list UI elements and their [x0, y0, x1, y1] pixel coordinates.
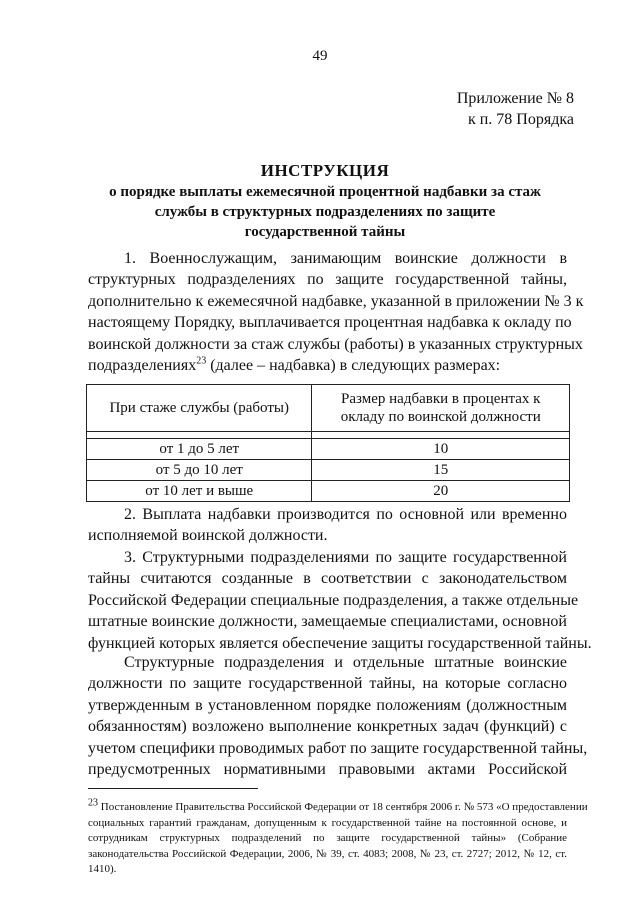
title-main: ИНСТРУКЦИЯ: [260, 161, 390, 180]
table-row: [87, 439, 570, 460]
footnote-line: законодательства Российской Федерации, 2006, № 39, ст. 4083; 2008, № 23, ст. 2727; 2012, № 12, ст.: [88, 847, 567, 860]
footnote-line: сотрудникам структурных подразделений по защите государственной тайны» (Собрание: [88, 832, 567, 844]
table-header-row: [87, 385, 570, 432]
table-cell-period: от 10 лет и выше: [87, 481, 312, 502]
title-subtitle-line: государственной тайны: [244, 224, 406, 240]
paragraph-line: структурных подразделениях по защите государственной тайны,: [88, 271, 567, 289]
appendix-reference: [457, 88, 574, 130]
paragraph-line: [88, 355, 567, 376]
paragraph-line: штатные воинские должности, замещаемые специалистами, основной: [88, 613, 567, 631]
footnote-line: социальных гарантий гражданам, допущенным к государственной тайне на постоянной основе, и: [88, 816, 567, 829]
table-spacer-row: [87, 432, 570, 439]
paragraph-line: 2. Выплата надбавки производится по основной или временно: [124, 506, 567, 523]
footnote-number: 23: [88, 797, 98, 809]
paragraph-line: настоящему Порядку, выплачивается процентная надбавка к окладу по: [88, 314, 572, 332]
footnote-line-text: Постановление Правительства Российской Федерации от 18 сентября 2006 г. № 573 «О предоставлении: [98, 801, 588, 813]
title-subtitle-line: службы в структурных подразделениях по защите: [154, 204, 496, 220]
paragraph-1: [88, 248, 584, 376]
footnote-separator: [88, 788, 258, 789]
paragraph-line: предусмотренных нормативными правовыми актами Российской: [88, 761, 567, 779]
footnote-line: 1410).: [88, 863, 117, 875]
allowance-rates-table: [86, 384, 570, 502]
paragraph-line: дополнительно к ежемесячной надбавке, указанной в приложении № 3 к: [88, 292, 584, 310]
table-cell-percent: 15: [312, 460, 570, 481]
table-header-allowance-size: Размер надбавки в процентах к окладу по воинской должности: [312, 385, 570, 432]
appendix-line-1: Приложение № 8: [456, 90, 574, 107]
paragraph-line: Структурные подразделения и отдельные штатные воинские: [124, 654, 567, 671]
footnote: [88, 797, 588, 878]
paragraph-4: [88, 652, 588, 780]
title-subtitle-line: о порядке выплаты ежемесячной процентной надбавки за стаж: [109, 184, 541, 200]
paragraph-line: 1. Военнослужащим, занимающим воинские должности в: [124, 250, 567, 267]
document-title: [90, 160, 560, 242]
paragraph-line: воинской должности за стаж службы (работы) в указанных структурных: [88, 335, 583, 353]
table-row: [87, 481, 570, 502]
table-cell-percent: 10: [312, 439, 570, 460]
paragraph-line-text: подразделениях: [88, 357, 197, 375]
table-cell-percent: 20: [312, 481, 570, 502]
paragraph-line: обязанностям) возложено выполнение конкретных задач (функций) с: [88, 718, 567, 736]
paragraph-line: должности по защите государственной тайны, на которые согласно: [88, 675, 567, 693]
table-cell-period: от 1 до 5 лет: [87, 439, 312, 460]
footnote-reference: 23: [196, 355, 207, 367]
paragraph-line: тайны считаются созданные в соответствии с законодательством: [88, 570, 567, 588]
paragraph-line: исполняемой воинской должности.: [88, 527, 328, 545]
paragraph-line: учетом специфики проводимых работ по защите государственной тайны,: [88, 739, 588, 757]
paragraph-3: [88, 547, 592, 654]
table-cell-period: от 5 до 10 лет: [87, 460, 312, 481]
appendix-line-2: к п. 78 Порядка: [467, 111, 574, 128]
paragraph-line: утвержденным в установленном порядке положениям (должностным: [88, 696, 567, 714]
page-number: 49: [312, 48, 328, 64]
paragraph-line: Российской Федерации специальные подразделения, а также отдельные: [88, 591, 579, 609]
table-header-service-period: При стаже службы (работы): [87, 385, 312, 432]
paragraph-line-tail: (далее – надбавка) в следующих размерах:: [206, 357, 501, 375]
paragraph-2: [88, 504, 567, 547]
footnote-line: [88, 797, 588, 816]
paragraph-line: 3. Структурными подразделениями по защите государственной: [124, 549, 567, 566]
paragraph-line: функцией которых является обеспечение защиты государственной тайны.: [88, 634, 592, 652]
table-row: [87, 460, 570, 481]
